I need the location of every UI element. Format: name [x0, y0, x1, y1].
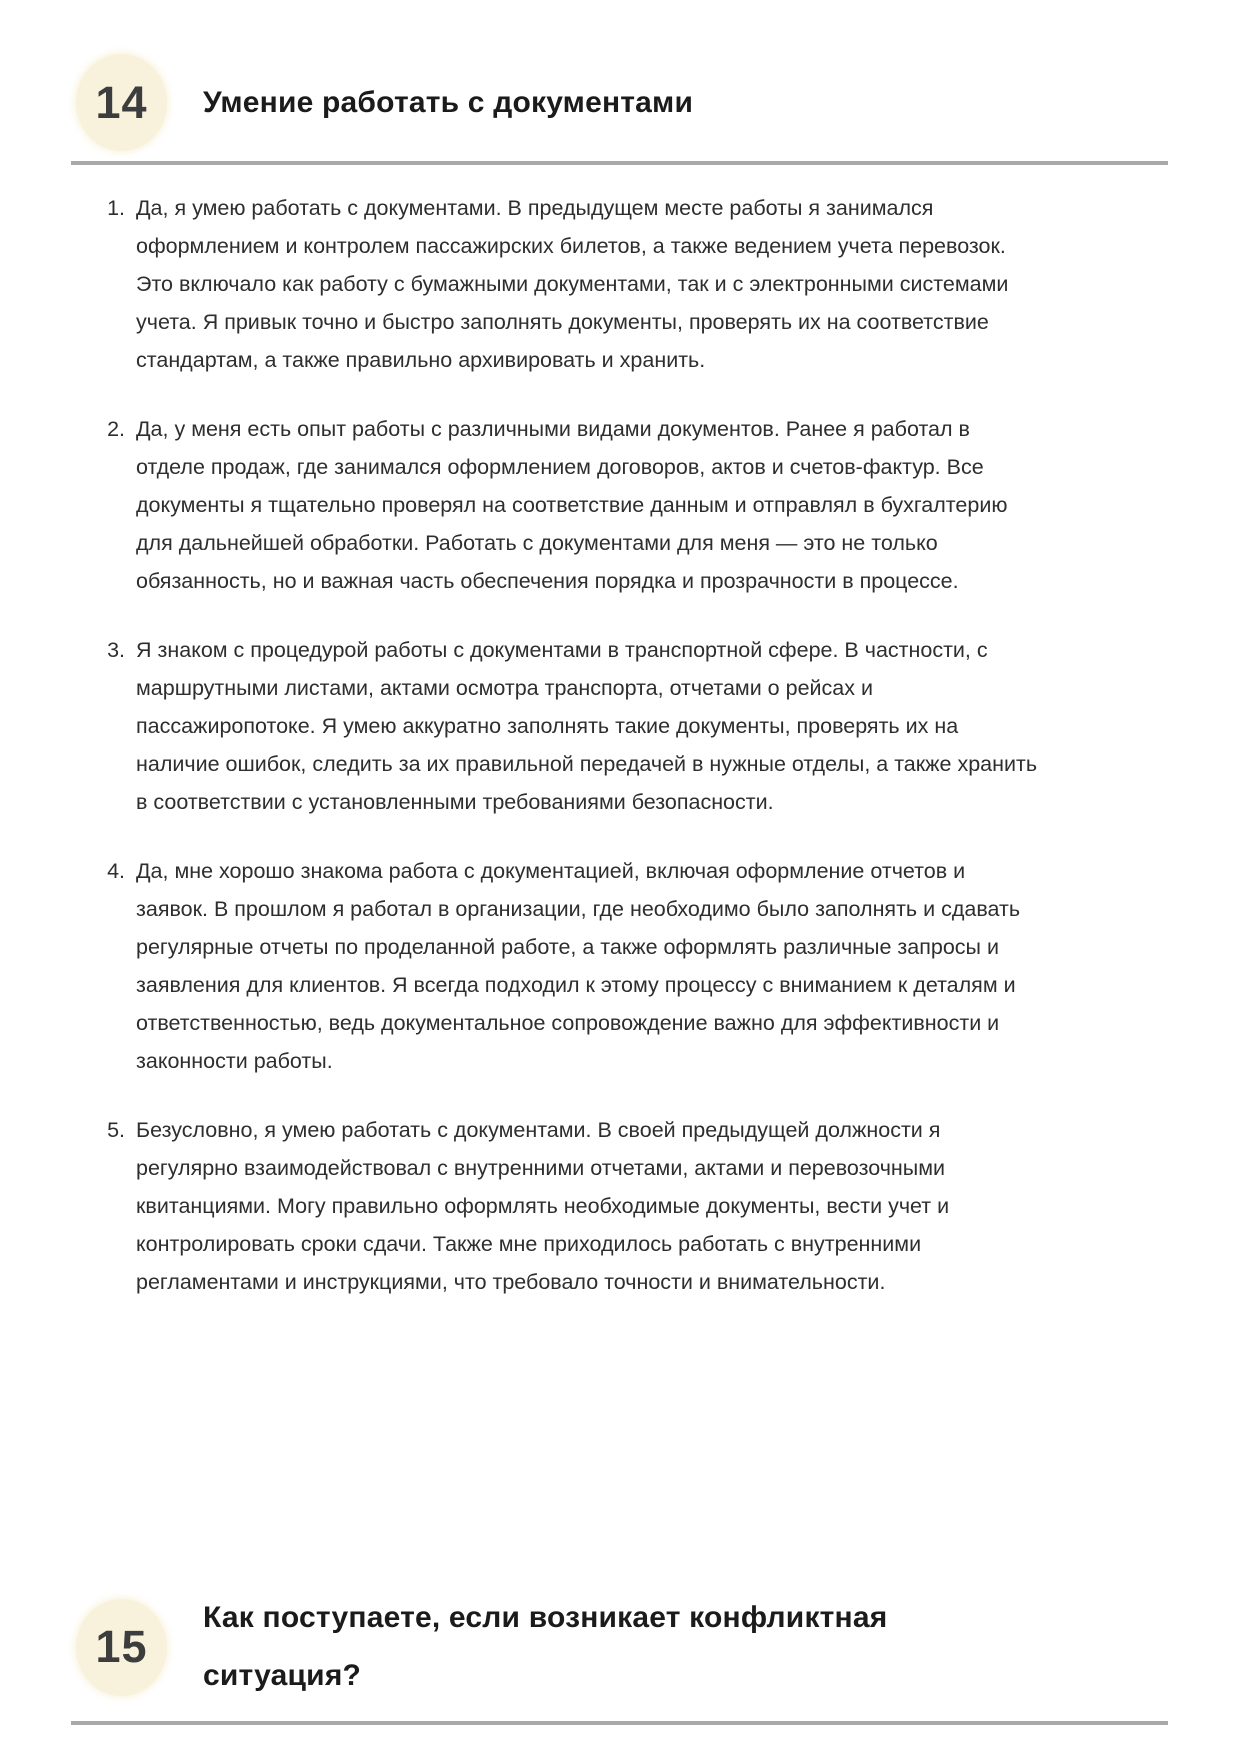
answers-list [0, 189, 1040, 1301]
answer-item-4: 4. Да, мне хорошо знакома работа с документацией, включая оформление отчетов и заявок. В прошлом я работал в организации, где необходимо было заполнять и сдавать регулярные отчеты по проделанной работе, а также оформлять различные запросы и заявления для клиентов. Я всегда подходил к этому процессу с вниманием к деталям и ответственностью, ведь документальное сопровождение важно для эффективности и законности работы. [131, 852, 1040, 1080]
question-15-number-badge: 15 [76, 1599, 167, 1696]
question-15-header [0, 1589, 1239, 1705]
question-14-title: Умение работать с документами [203, 85, 694, 119]
answer-item-3: 3. Я знаком с процедурой работы с документами в транспортной сфере. В частности, с маршрутными листами, актами осмотра транспорта, отчетами о рейсах и пассажиропотоке. Я умею аккуратно заполнять такие документы, проверять их на наличие ошибок, следить за их правильной передачей в нужные отделы, а также хранить в соответствии с установленными требованиями безопасности. [131, 631, 1040, 821]
question-15-title: Как поступаете, если возникает конфликтная ситуация? [203, 1601, 888, 1692]
answer-item-1: 1. Да, я умею работать с документами. В предыдущем месте работы я занимался оформлением и контролем пассажирских билетов, а также ведением учета перевозок. Это включало как работу с бумажными документами, так и с электронными системами учета. Я привык точно и быстро заполнять документы, проверять их на соответствие стандартам, а также правильно архивировать и хранить. [131, 189, 1040, 379]
answer-item-5: 5. Безусловно, я умею работать с документами. В своей предыдущей должности я регулярно взаимодействовал с внутренними отчетами, актами и перевозочными квитанциями. Могу правильно оформлять необходимые документы, вести учет и контролировать сроки сдачи. Также мне приходилось работать с внутренними регламентами и инструкциями, что требовало точности и внимательности. [131, 1111, 1040, 1301]
question-14-header [0, 0, 1239, 151]
question-15-divider [71, 1721, 1168, 1725]
answer-item-2: 2. Да, у меня есть опыт работы с различными видами документов. Ранее я работал в отделе продаж, где занимался оформлением договоров, актов и счетов-фактур. Все документы я тщательно проверял на соответствие данным и отправлял в бухгалтерию для дальнейшей обработки. Работать с документами для меня — это не только обязанность, но и важная часть обеспечения порядка и прозрачности в процессе. [131, 410, 1040, 600]
question-14-number-badge: 14 [76, 54, 167, 151]
question-14-divider [71, 161, 1168, 165]
